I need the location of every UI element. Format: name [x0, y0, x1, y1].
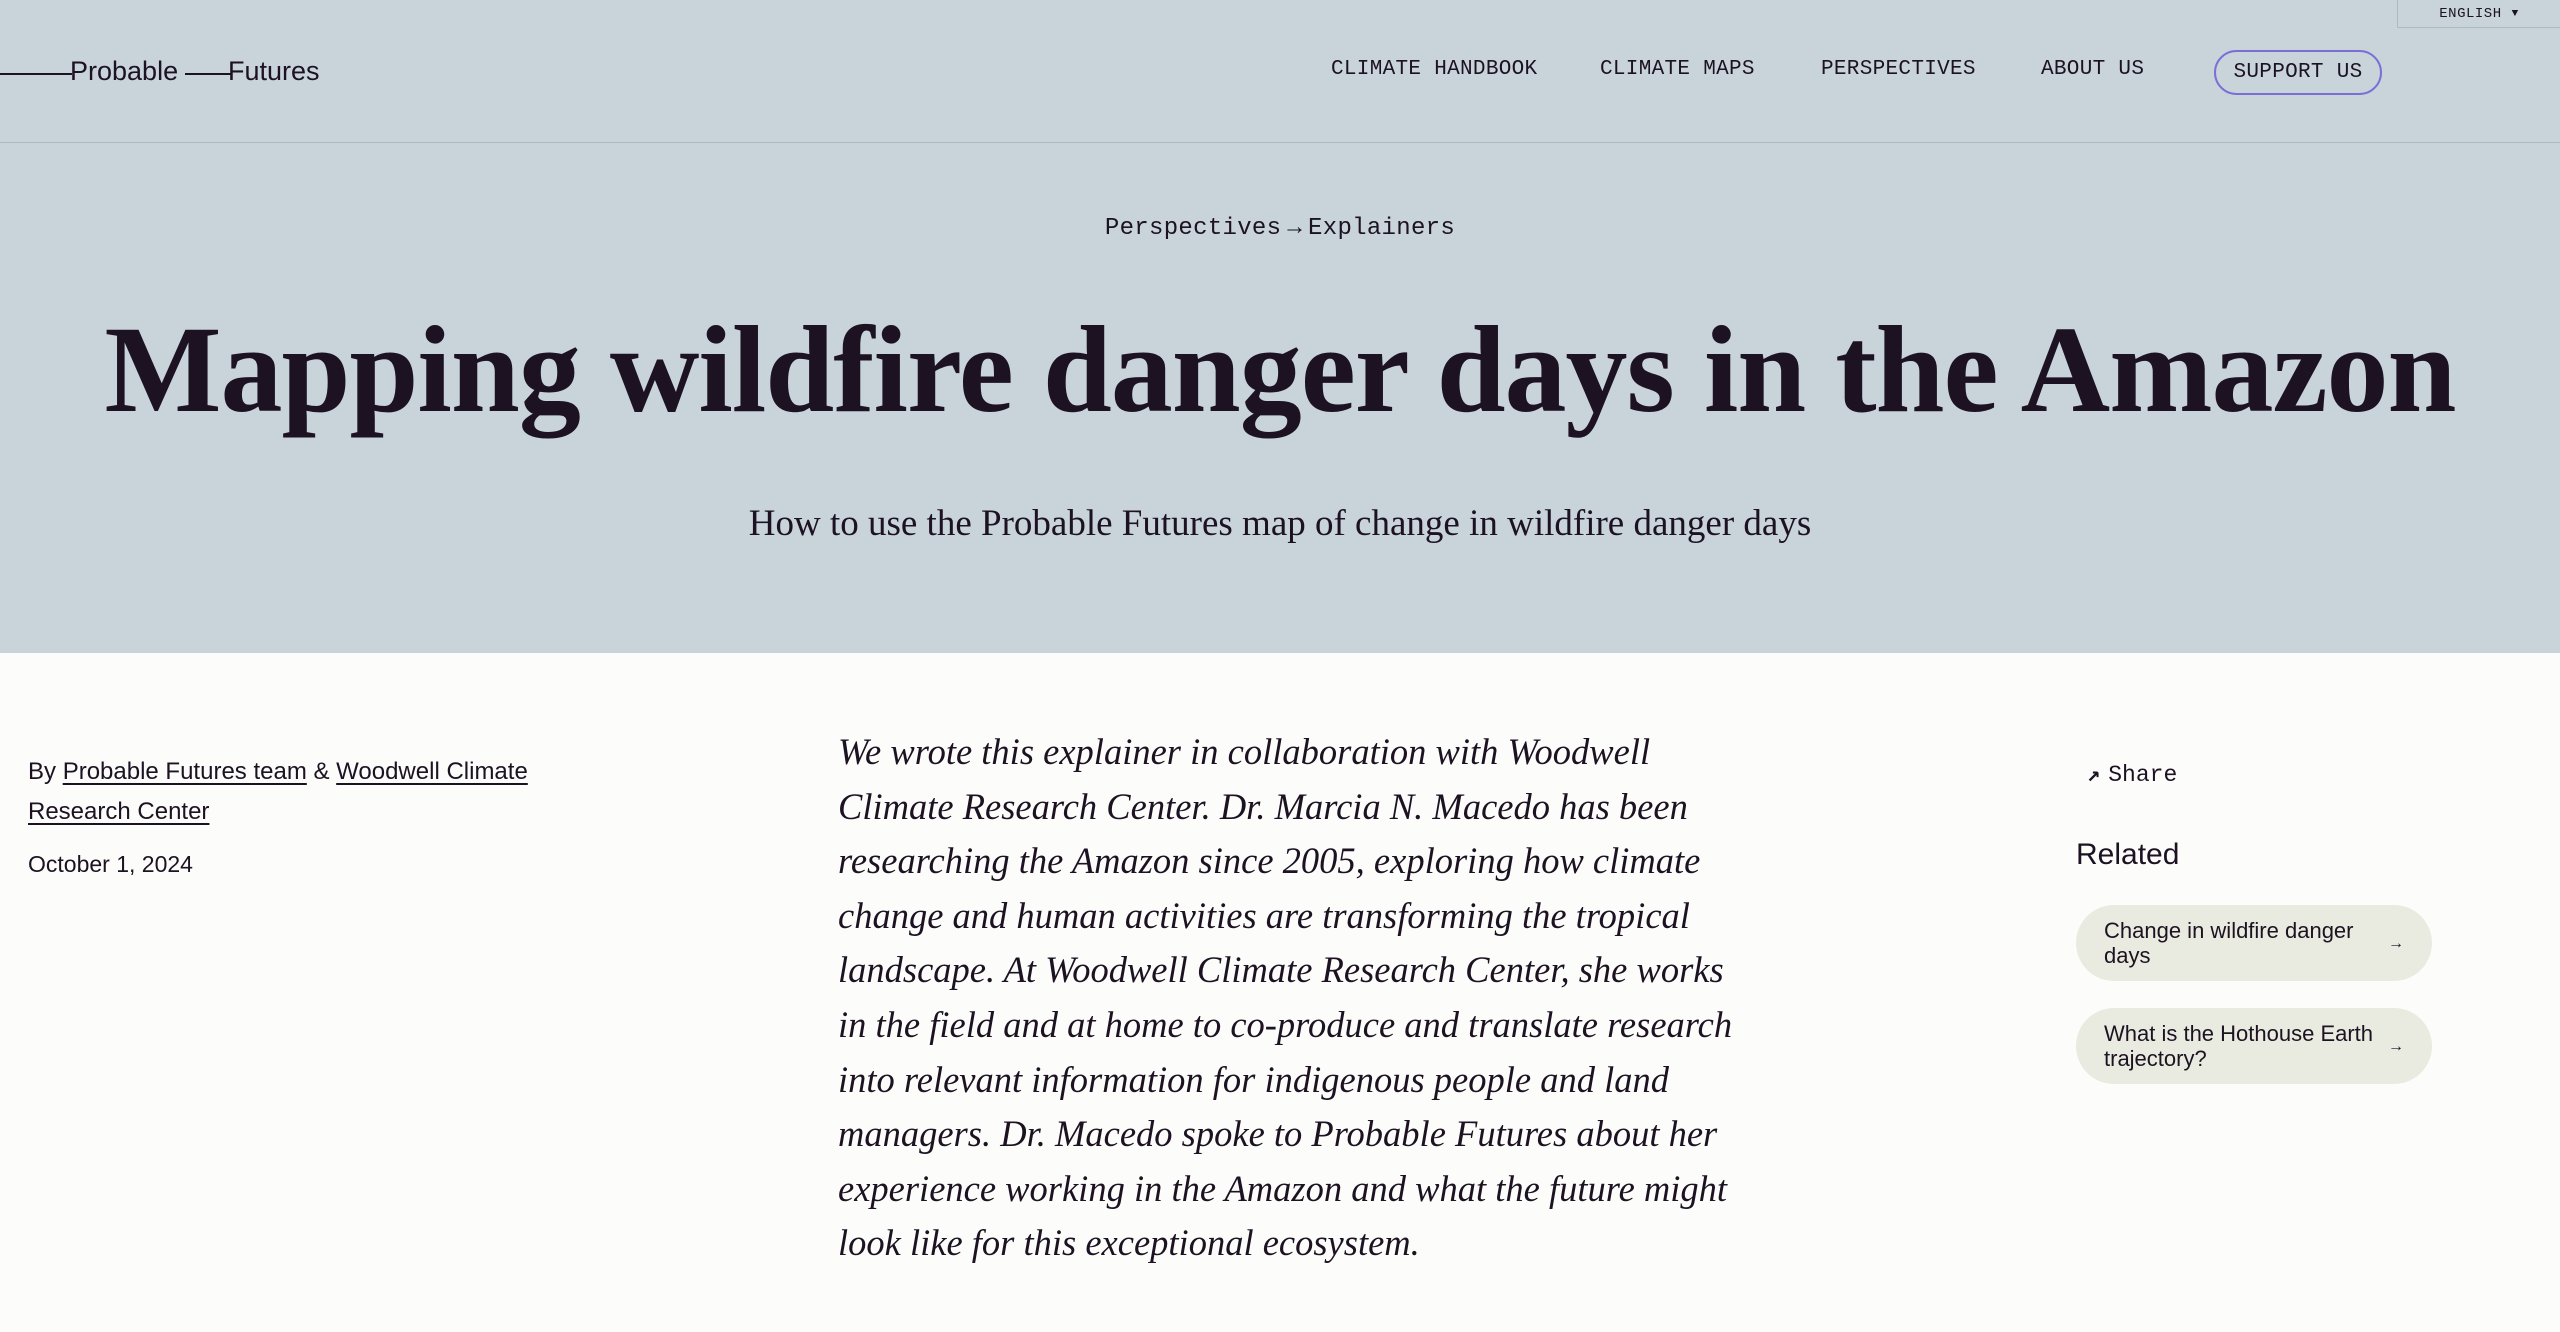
share-label: Share	[2108, 762, 2178, 788]
logo-word-probable: Probable	[70, 56, 179, 86]
nav-climate-maps[interactable]: CLIMATE MAPS	[1600, 58, 1755, 81]
breadcrumb-explainers[interactable]: Explainers	[1308, 215, 1456, 242]
page-title: Mapping wildfire danger days in the Amazon	[104, 301, 2456, 438]
logo-line-middle	[185, 73, 231, 75]
related-link-hothouse-earth[interactable]	[2076, 1008, 2432, 1084]
related-link-label: What is the Hothouse Earth trajectory?	[2104, 1021, 2374, 1071]
byline	[28, 752, 548, 832]
breadcrumb-arrow-icon: →	[1287, 215, 1303, 242]
share-arrow-icon: ↗	[2087, 763, 2101, 788]
logo-word-futures: Futures	[228, 56, 320, 86]
byline-by: By	[28, 758, 57, 785]
support-us-button[interactable]: SUPPORT US	[2214, 50, 2382, 95]
nav-climate-handbook[interactable]: CLIMATE HANDBOOK	[1331, 58, 1538, 81]
page-subtitle: How to use the Probable Futures map of change in wildfire danger days	[748, 503, 1812, 544]
article-intro: We wrote this explainer in collaboration with Woodwell Climate Research Center. Dr. Marcia N. Macedo has been researching the Amazon since 2005, exploring how climate change and human activities are transforming the tropical landscape. At Woodwell Climate Research Center, she works in the field and at home to co-produce and translate research into relevant information for indigenous people and land managers. Dr. Macedo spoke to Probable Futures about her experience working in the Amazon and what the future might look like for this exceptional ecosystem.	[838, 731, 1733, 1264]
breadcrumb-perspectives[interactable]: Perspectives	[1104, 215, 1282, 242]
breadcrumb	[0, 215, 2560, 242]
byline-ampersand: &	[313, 758, 330, 785]
arrow-right-icon: →	[2388, 1037, 2404, 1055]
related-link-wildfire-danger-days[interactable]	[2076, 905, 2432, 981]
chevron-down-icon: ▼	[2511, 7, 2519, 20]
share-button[interactable]	[2087, 762, 2177, 788]
nav-perspectives[interactable]: PERSPECTIVES	[1821, 58, 1976, 81]
related-link-label: Change in wildfire danger days	[2104, 918, 2354, 968]
logo[interactable]	[0, 56, 340, 90]
arrow-right-icon: →	[2388, 934, 2404, 952]
nav-about-us[interactable]: ABOUT US	[2041, 58, 2145, 81]
language-selector[interactable]	[2397, 0, 2560, 28]
logo-line-left	[0, 73, 72, 75]
publish-date: October 1, 2024	[28, 851, 193, 877]
author-link-probable-futures[interactable]: Probable Futures team	[62, 758, 307, 785]
related-heading: Related	[2076, 838, 2180, 871]
top-navbar	[0, 0, 2560, 143]
author-link-woodwell[interactable]: Woodwell Climate Research Center	[28, 758, 528, 825]
language-label: ENGLISH	[2439, 5, 2502, 22]
